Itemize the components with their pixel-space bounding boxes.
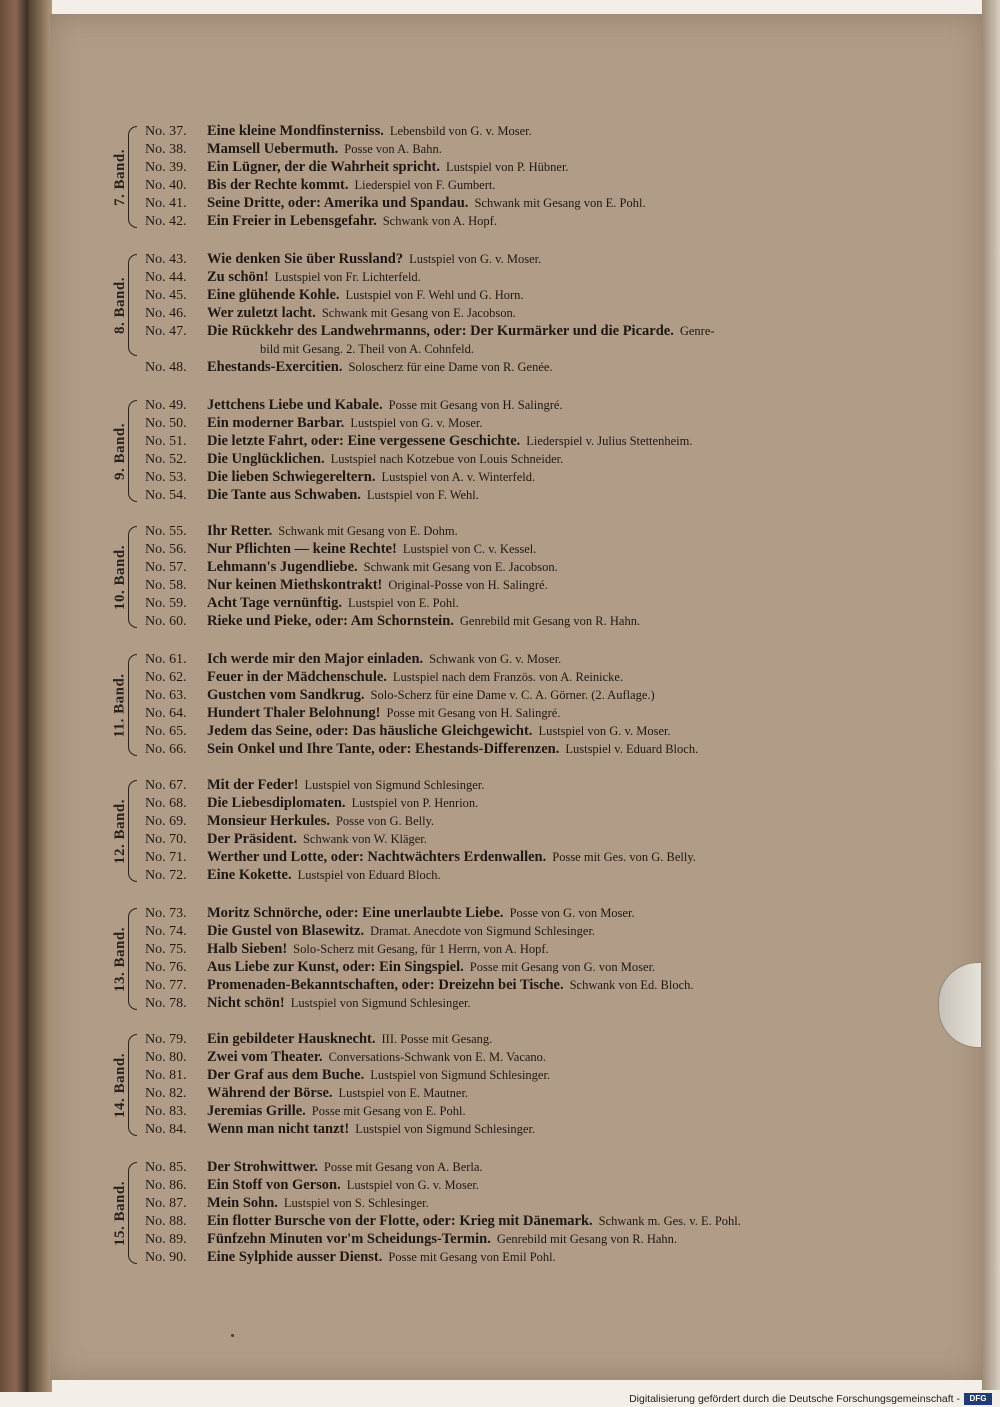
entry-title: Mamsell Uebermuth. (207, 141, 339, 157)
footer (0, 1392, 1000, 1407)
entry-number: No. 85. (145, 1160, 187, 1175)
catalogue-entry (145, 250, 541, 268)
entry-number: No. 52. (145, 452, 187, 467)
entry-number: No. 81. (145, 1068, 187, 1083)
entry-number: No. 71. (145, 850, 187, 865)
catalogue-entry (145, 286, 524, 304)
entry-title: Ich werde mir den Major einladen. (207, 651, 424, 667)
catalogue-entry (145, 576, 548, 594)
entry-number: No. 79. (145, 1032, 187, 1047)
entry-description: Lustspiel von Sigmund Schlesinger. (304, 778, 485, 792)
entry-number: No. 53. (145, 470, 187, 485)
entry-number: No. 77. (145, 978, 187, 993)
entry-description: Schwank mit Gesang von E. Dohm. (278, 524, 458, 538)
catalogue-entry (145, 794, 478, 812)
entry-description: III. Posse mit Gesang. (381, 1032, 493, 1046)
entry-title: Seine Dritte, oder: Amerika und Spandau. (207, 195, 469, 211)
catalogue-entry (145, 686, 655, 704)
entry-description: Lustspiel von C. v. Kessel. (402, 542, 537, 556)
entry-description: Conversations-Schwank von E. M. Vacano. (328, 1050, 547, 1064)
entry-title: Zwei vom Theater. (207, 1049, 323, 1065)
entry-number: No. 64. (145, 706, 187, 721)
entry-title: Monsieur Herkules. (207, 813, 330, 829)
band-brace (128, 126, 137, 228)
entry-description: Lustspiel von Sigmund Schlesinger. (290, 996, 471, 1010)
entry-description: Dramat. Anecdote von Sigmund Schlesinger. (370, 924, 596, 938)
entry-title: Die lieben Schwiegereltern. (207, 469, 376, 485)
entry-description: Lustspiel nach dem Französ. von A. Reinicke. (392, 670, 624, 684)
entry-number: No. 59. (145, 596, 187, 611)
catalogue-entry (145, 704, 560, 722)
catalogue-entry (145, 848, 696, 866)
entry-description: Genrebild mit Gesang von R. Hahn. (496, 1232, 678, 1246)
entry-description: Lustspiel von P. Henrion. (351, 796, 479, 810)
entry-number: No. 90. (145, 1250, 187, 1265)
entry-title: Ein Stoff von Gerson. (207, 1177, 341, 1193)
entry-title: Bis der Rechte kommt. (207, 177, 349, 193)
band-brace (128, 400, 137, 502)
catalogue-entry (145, 522, 458, 540)
entry-number: No. 43. (145, 252, 187, 267)
catalogue-entry (145, 1194, 429, 1212)
entry-title: Rieke und Pieke, oder: Am Schornstein. (207, 613, 454, 629)
entry-number: No. 40. (145, 178, 187, 193)
entry-number: No. 37. (145, 124, 187, 139)
catalogue-entry (145, 468, 535, 486)
entry-description: Lustspiel von E. Pohl. (347, 596, 459, 610)
catalogue-entry (145, 612, 640, 630)
entry-description: Schwank m. Ges. v. E. Pohl. (598, 1214, 741, 1228)
catalogue-entry (145, 922, 595, 940)
entry-number: No. 83. (145, 1104, 187, 1119)
catalogue-entry (145, 486, 479, 504)
entry-title: Jeremias Grille. (207, 1103, 306, 1119)
entry-number: No. 60. (145, 614, 187, 629)
entry-number: No. 68. (145, 796, 187, 811)
band-brace (128, 780, 137, 882)
entry-number: No. 55. (145, 524, 187, 539)
entry-title: Halb Sieben! (207, 941, 288, 957)
band-label-text: 9. Band. (111, 422, 128, 480)
entry-number: No. 66. (145, 742, 187, 757)
dfg-logo: DFG (964, 1393, 992, 1405)
entry-description: Lustspiel von Fr. Lichterfeld. (274, 270, 421, 284)
catalogue-entry (145, 594, 459, 612)
entry-number: No. 54. (145, 488, 187, 503)
catalogue-entry (145, 1230, 677, 1248)
entry-title: Wie denken Sie über Russland? (207, 251, 404, 267)
entry-description: Lustspiel von Eduard Bloch. (297, 868, 441, 882)
band-brace (128, 654, 137, 756)
entry-number: No. 62. (145, 670, 187, 685)
entry-number: No. 69. (145, 814, 187, 829)
entry-number: No. 84. (145, 1122, 187, 1137)
entry-title: Nur keinen Miethskontrakt! (207, 577, 383, 593)
catalogue-entry (145, 1248, 556, 1266)
entry-title: Zu schön! (207, 269, 269, 285)
band-label-text: 13. Band. (111, 926, 128, 992)
entry-title: Feuer in der Mädchenschule. (207, 669, 387, 685)
catalogue-entry (145, 1158, 483, 1176)
entry-number: No. 51. (145, 434, 187, 449)
band-brace (128, 1162, 137, 1264)
entry-title: Während der Börse. (207, 1085, 333, 1101)
entry-number: No. 57. (145, 560, 187, 575)
catalogue-entry (145, 1176, 479, 1194)
catalogue-entry (145, 450, 563, 468)
entry-description: Solo-Scherz mit Gesang, für 1 Herrn, von A. Hopf. (293, 942, 549, 956)
entry-title: Promenaden-Bekanntschaften, oder: Dreizehn bei Tische. (207, 977, 564, 993)
entry-title: Ehestands-Exercitien. (207, 359, 343, 375)
entry-description: Schwank von W. Kläger. (302, 832, 427, 846)
entry-title: Nicht schön! (207, 995, 285, 1011)
entry-description: Genre- (679, 324, 715, 338)
catalogue-entry (145, 1212, 741, 1230)
entry-number: No. 49. (145, 398, 187, 413)
entry-description: Posse von G. von Moser. (509, 906, 635, 920)
catalogue-entry (145, 866, 441, 884)
entry-description: Lustspiel v. Eduard Bloch. (565, 742, 699, 756)
entry-title: Ihr Retter. (207, 523, 273, 539)
entry-title: Eine Kokette. (207, 867, 292, 883)
entry-title: Ein Freier in Lebensgefahr. (207, 213, 377, 229)
catalogue-entry (145, 940, 549, 958)
entry-number: No. 48. (145, 360, 187, 375)
entry-description: Posse mit Gesang von E. Pohl. (311, 1104, 466, 1118)
entry-title: Mit der Feder! (207, 777, 299, 793)
catalogue-entry (145, 558, 558, 576)
catalogue-entry (145, 304, 516, 322)
entry-description: Liederspiel v. Julius Stettenheim. (526, 434, 693, 448)
entry-description: Liederspiel von F. Gumbert. (354, 178, 496, 192)
entry-title: Die Gustel von Blasewitz. (207, 923, 365, 939)
entry-description: Schwank mit Gesang von E. Jacobson. (363, 560, 558, 574)
entry-title: Moritz Schnörche, oder: Eine unerlaubte Liebe. (207, 905, 504, 921)
entry-title: Mein Sohn. (207, 1195, 278, 1211)
entry-description: Posse mit Gesang von H. Salingré. (388, 398, 563, 412)
catalogue-entry (145, 212, 497, 230)
band-label-text: 15. Band. (111, 1180, 128, 1246)
catalogue-entry (145, 668, 623, 686)
entry-title: Die letzte Fahrt, oder: Eine vergessene Geschichte. (207, 433, 521, 449)
catalogue-entry (145, 1066, 550, 1084)
entry-title: Ein flotter Bursche von der Flotte, oder: Krieg mit Dänemark. (207, 1213, 593, 1229)
catalogue-entry (145, 1084, 468, 1102)
entry-number: No. 86. (145, 1178, 187, 1193)
catalogue-entry (145, 194, 646, 212)
entry-description: Lustspiel von Sigmund Schlesinger. (370, 1068, 551, 1082)
entry-title: Gustchen vom Sandkrug. (207, 687, 365, 703)
entry-description: Lustspiel von Sigmund Schlesinger. (355, 1122, 536, 1136)
entry-number: No. 41. (145, 196, 187, 211)
entry-title: Eine kleine Mondfinsterniss. (207, 123, 384, 139)
entry-title: Eine Sylphide ausser Dienst. (207, 1249, 383, 1265)
entry-number: No. 50. (145, 416, 187, 431)
catalogue-entry (145, 322, 715, 340)
band-label-text: 12. Band. (111, 798, 128, 864)
entry-title: Die Liebesdiplomaten. (207, 795, 346, 811)
entry-number: No. 39. (145, 160, 187, 175)
entry-description: Soloscherz für eine Dame von R. Genée. (348, 360, 553, 374)
catalogue-entry (145, 176, 496, 194)
entry-description: Posse mit Ges. von G. Belly. (552, 850, 696, 864)
entry-number: No. 78. (145, 996, 187, 1011)
entry-number: No. 67. (145, 778, 187, 793)
entry-description: Lustspiel von F. Wehl. (366, 488, 479, 502)
entry-continuation: bild mit Gesang. 2. Theil von A. Cohnfeld. (260, 342, 474, 356)
entry-title: Nur Pflichten — keine Rechte! (207, 541, 397, 557)
catalogue-entry (145, 740, 698, 758)
entry-description: Posse mit Gesang von H. Salingré. (386, 706, 561, 720)
catalogue-entry (145, 432, 692, 450)
entry-description: Schwank von G. v. Moser. (429, 652, 562, 666)
entry-description: Posse mit Gesang von Emil Pohl. (388, 1250, 556, 1264)
catalogue-entry (145, 1030, 492, 1048)
band-brace (128, 908, 137, 1010)
entry-description: Lustspiel von P. Hübner. (445, 160, 569, 174)
entry-number: No. 63. (145, 688, 187, 703)
entry-number: No. 47. (145, 324, 187, 339)
catalogue-entry (145, 540, 536, 558)
catalogue-entry (145, 1120, 535, 1138)
catalogue-entry (145, 830, 427, 848)
entry-description: Schwank mit Gesang von E. Pohl. (474, 196, 646, 210)
catalogue-entry (145, 722, 671, 740)
band-brace (128, 1034, 137, 1136)
entry-title: Hundert Thaler Belohnung! (207, 705, 381, 721)
catalogue-entry (145, 812, 434, 830)
entry-title: Ein moderner Barbar. (207, 415, 345, 431)
entry-title: Ein gebildeter Hausknecht. (207, 1031, 376, 1047)
band-label-text: 11. Band. (111, 672, 128, 738)
band-label-text: 14. Band. (111, 1052, 128, 1118)
catalogue-entry (145, 904, 635, 922)
entry-number: No. 61. (145, 652, 187, 667)
gutter-shadow (28, 0, 52, 1392)
entry-number: No. 87. (145, 1196, 187, 1211)
entry-number: No. 73. (145, 906, 187, 921)
entry-number: No. 44. (145, 270, 187, 285)
entry-number: No. 70. (145, 832, 187, 847)
catalogue-entry (145, 158, 569, 176)
entry-description: Original-Posse von H. Salingré. (388, 578, 548, 592)
catalogue-entry (145, 1048, 546, 1066)
entry-title: Der Strohwittwer. (207, 1159, 318, 1175)
entry-description: Genrebild mit Gesang von R. Hahn. (459, 614, 641, 628)
entry-number: No. 80. (145, 1050, 187, 1065)
catalogue-entry (145, 414, 483, 432)
entry-number: No. 58. (145, 578, 187, 593)
entry-title: Der Präsident. (207, 831, 297, 847)
entry-title: Ein Lügner, der die Wahrheit spricht. (207, 159, 440, 175)
entry-number: No. 75. (145, 942, 187, 957)
entry-number: No. 89. (145, 1232, 187, 1247)
entry-description: Lustspiel von E. Mautner. (338, 1086, 469, 1100)
catalogue-entry (145, 994, 471, 1012)
entry-number: No. 82. (145, 1086, 187, 1101)
entry-description: Schwank von A. Hopf. (382, 214, 497, 228)
entry-number: No. 42. (145, 214, 187, 229)
band-brace (128, 526, 137, 628)
funding-note: Digitalisierung gefördert durch die Deutsche Forschungsgemeinschaft - (629, 1393, 960, 1405)
page-edge (982, 0, 1000, 1390)
entry-description: Lebensbild von G. v. Moser. (389, 124, 532, 138)
entry-description: Lustspiel von G. v. Moser. (538, 724, 671, 738)
entry-title: Acht Tage vernünftig. (207, 595, 342, 611)
entry-number: No. 56. (145, 542, 187, 557)
entry-number: No. 72. (145, 868, 187, 883)
entry-title: Jettchens Liebe und Kabale. (207, 397, 383, 413)
entry-title: Wenn man nicht tanzt! (207, 1121, 350, 1137)
entry-number: No. 45. (145, 288, 187, 303)
entry-title: Der Graf aus dem Buche. (207, 1067, 365, 1083)
entry-number: No. 65. (145, 724, 187, 739)
entry-description: Schwank mit Gesang von E. Jacobson. (321, 306, 516, 320)
catalogue-entry (145, 122, 532, 140)
entry-description: Lustspiel nach Kotzebue von Louis Schneider. (330, 452, 564, 466)
entry-title: Sein Onkel und Ihre Tante, oder: Ehestands-Differenzen. (207, 741, 560, 757)
entry-description: Lustspiel von G. v. Moser. (346, 1178, 479, 1192)
entry-title: Die Tante aus Schwaben. (207, 487, 361, 503)
catalogue-entry (145, 650, 561, 668)
entry-description: Solo-Scherz für eine Dame v. C. A. Görner. (2. Auflage.) (370, 688, 655, 702)
catalogue-entry (145, 776, 484, 794)
band-label-text: 10. Band. (111, 544, 128, 610)
entry-title: Eine glühende Kohle. (207, 287, 340, 303)
band-label-text: 7. Band. (111, 148, 128, 206)
entry-description: Posse mit Gesang von A. Berla. (323, 1160, 483, 1174)
entry-title: Lehmann's Jugendliebe. (207, 559, 358, 575)
entry-description: Schwank von Ed. Bloch. (569, 978, 694, 992)
entry-title: Wer zuletzt lacht. (207, 305, 316, 321)
entry-description: Posse mit Gesang von G. von Moser. (469, 960, 656, 974)
entry-description: Posse von G. Belly. (335, 814, 435, 828)
catalogue-entry (145, 358, 553, 376)
book-spine (0, 0, 28, 1392)
entry-title: Aus Liebe zur Kunst, oder: Ein Singspiel. (207, 959, 464, 975)
entry-title: Die Rückkehr des Landwehrmanns, oder: Der Kurmärker und die Picarde. (207, 323, 674, 339)
band-brace (128, 254, 137, 356)
entry-description: Lustspiel von G. v. Moser. (409, 252, 542, 266)
entry-number: No. 38. (145, 142, 187, 157)
entry-number: No. 46. (145, 306, 187, 321)
entry-title: Fünfzehn Minuten vor'm Scheidungs-Termin. (207, 1231, 491, 1247)
entry-description: Posse von A. Bahn. (344, 142, 442, 156)
catalogue-entry (145, 958, 655, 976)
entry-title: Jedem das Seine, oder: Das häusliche Gleichgewicht. (207, 723, 533, 739)
catalogue-entry (145, 140, 442, 158)
entry-title: Die Unglücklichen. (207, 451, 325, 467)
entry-number: No. 88. (145, 1214, 187, 1229)
catalogue-entry (145, 396, 563, 414)
entry-number: No. 76. (145, 960, 187, 975)
entry-description: Lustspiel von G. v. Moser. (350, 416, 483, 430)
entry-description: Lustspiel von S. Schlesinger. (283, 1196, 429, 1210)
entry-title: Werther und Lotte, oder: Nachtwächters Erdenwallen. (207, 849, 547, 865)
entry-description: Lustspiel von F. Wehl und G. Horn. (345, 288, 524, 302)
catalogue-entry (145, 268, 421, 286)
entry-number: No. 74. (145, 924, 187, 939)
catalogue-entry (145, 1102, 466, 1120)
paper-speck (231, 1334, 234, 1337)
band-label-text: 8. Band. (111, 276, 128, 334)
catalogue-entry (145, 976, 694, 994)
entry-description: Lustspiel von A. v. Winterfeld. (381, 470, 536, 484)
